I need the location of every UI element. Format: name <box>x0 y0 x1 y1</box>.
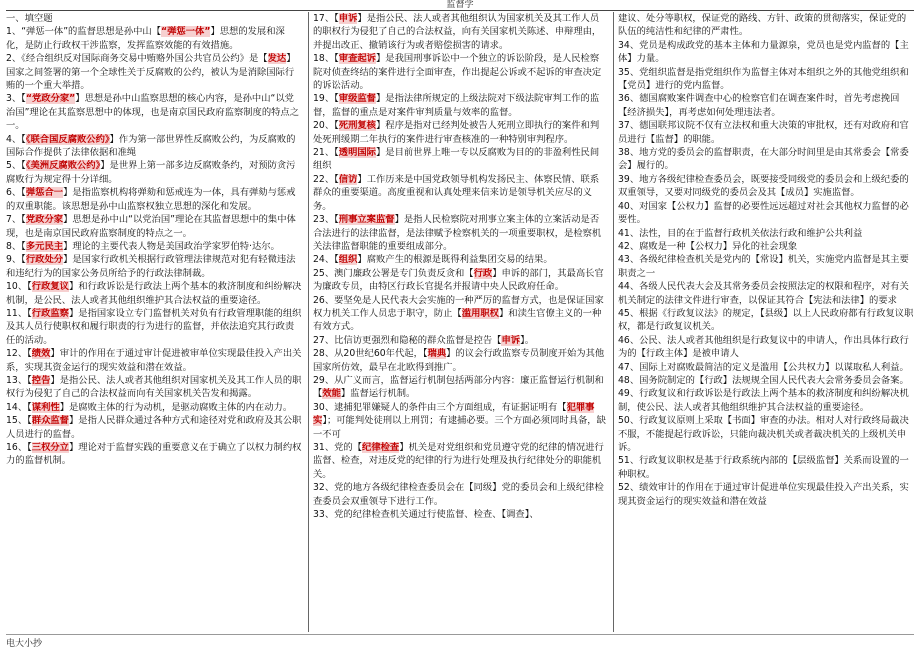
question-text: 42、腐败是一种【公权力】异化的社会现象 <box>618 240 798 252</box>
question-text: 44、各级人民代表大会及其常务委员会按照法定的权限和程序，对有关机关制定的法律文件进行审查，以保证其符合【宪法和法律】的要求 <box>618 281 909 306</box>
question-text: 31、党的【 <box>313 442 363 453</box>
question-item <box>313 12 607 52</box>
question-item <box>618 92 914 119</box>
question-text: 25、澳门廉政公署是专门负责反贪和【 <box>313 267 474 279</box>
question-text: 50、行政复议原则上采取【书面】审查的办法。相对人对行政终局裁决不服，不能提起行政诉讼，只能向裁决机关或者裁决机关的上级机关申诉。 <box>618 415 909 453</box>
question-item <box>313 294 607 334</box>
question-item <box>618 240 914 253</box>
question-item <box>618 146 914 173</box>
question-text: 20、【 <box>313 120 339 132</box>
answer-highlight: 透明国际 <box>338 147 376 159</box>
answer-highlight: 弹惩合一 <box>25 187 64 199</box>
question-text: 】。 <box>520 334 535 346</box>
question-text: 19、【 <box>313 93 339 105</box>
question-text: 32、党的地方各级纪律检查委员会在【同级】党的委员会和上级纪律检查委员会双重领导下进行工作。 <box>313 482 604 507</box>
column-2 <box>313 12 607 632</box>
question-item <box>313 334 607 347</box>
question-text: 】是指监察机构将弹劾和惩戒连为一体，具有弹劾与惩戒的双重职能。该思想是孙中山监察权独立思想的深化和发展。 <box>6 187 296 212</box>
question-text: 】是指人民群众通过各种方式和途径对党和政府及其公职人员进行的监督。 <box>6 415 302 440</box>
question-item <box>6 280 302 307</box>
question-text: 5、【 <box>6 160 26 172</box>
question-item <box>6 414 302 441</box>
question-text: 】作为第一部世界性反腐败公约，为反腐败的国际合作提供了法律依据和准绳 <box>6 133 296 159</box>
question-text: 6、【 <box>6 187 26 199</box>
answer-highlight: 《联合国反腐败公约》 <box>25 133 110 145</box>
question-text: 26、要坚免是人民代表大会实施的一种严厉的监督方式，也是保证国家权力机关工作人员忠于职守，防止【 <box>313 294 604 319</box>
question-text: 】思想是孙中山“以党治国”理论在其监督思想中的集中体现，也是南京国民政府监察制度的特点之一。 <box>6 214 296 239</box>
question-item <box>313 119 607 146</box>
answer-highlight: 申诉 <box>338 13 358 24</box>
question-item <box>618 12 914 39</box>
question-text: 36、德国腐败案件调查中心的检察官们在调查案件时，首先考虑挽回【经济损失】，再考虑如何处理违法者。 <box>618 93 900 118</box>
question-text: 45、根据《行政复议法》的规定，【县级】以上人民政府都有行政复议职权，都是行政复议机关。 <box>618 307 914 333</box>
question-text: 】是指法律所规定的上级法院对下级法院审判工作的监督，监督的重点是对案件审判质量与效率的监督。 <box>313 93 600 118</box>
answer-highlight: 审级监督 <box>338 93 376 105</box>
question-text: 14、【 <box>6 401 32 413</box>
question-item <box>618 414 914 454</box>
question-text: 】是腐败主体的行为动机，是驱动腐败主体的内在动力。 <box>59 401 293 413</box>
answer-highlight: 刑事立案监督 <box>338 214 395 226</box>
column-divider <box>613 12 614 632</box>
question-item <box>618 280 914 307</box>
question-text: 2、《经合组织反对国际商务交易中贿赂外国公共官员公约》是【 <box>6 53 268 65</box>
question-text: 1、“弹惩一体”的监督思想是孙中山【 <box>6 26 162 38</box>
question-item <box>6 253 302 280</box>
question-item <box>6 401 302 414</box>
question-text: 37、德国联邦议院不仅有立法权和重大决策的审批权，还有对政府和官员进行【监督】的职能。 <box>618 120 909 145</box>
question-text: 】；可能判处徒刑以上刑罚；有逮捕必要。三个方面必须同时具备，缺一不可 <box>313 415 606 440</box>
question-item <box>618 481 914 508</box>
question-item <box>313 253 607 266</box>
answer-highlight: 三权分立 <box>31 442 69 453</box>
question-text: 21、【 <box>313 147 339 159</box>
answer-highlight: 死刑复核 <box>338 120 376 132</box>
answer-highlight: 瑞典 <box>427 348 447 360</box>
question-text: 】思想的发展和深化，是防止行政权干涉监察，发挥监察效能的有效措施。 <box>6 26 285 51</box>
answer-highlight: 行政 <box>473 267 493 279</box>
answer-highlight: 绩效 <box>31 348 51 360</box>
column-1 <box>6 12 302 632</box>
answer-highlight: 群众监督 <box>31 415 69 427</box>
question-item <box>6 240 302 253</box>
question-item <box>313 481 607 508</box>
question-item <box>313 92 607 119</box>
question-text: 23、【 <box>313 214 339 226</box>
question-text: 】是世界上第一部多边反腐败条约，对预防贪污腐败行为规定得十分详细。 <box>6 160 296 185</box>
question-text: 】审计的作用在于通过审计促进被审单位实现最佳投入产出关系，实现其资金运行的现实效益和潜在效益。 <box>6 348 302 373</box>
question-text: 】和行政诉讼是行政法上两个基本的救济制度和纠纷解决机制，是公民、法人或者其他组织维护其合法权益的重要途径。 <box>6 281 302 306</box>
question-text: 】是我国刑事诉讼中一个独立的诉讼阶段，是人民检察院对侦查终结的案件进行全面审查，作出提起公诉或不起诉的审查决定的诉讼活动。 <box>313 53 602 92</box>
question-text: 】是目前世界上唯一专以反腐败为目的的非盈利性民间组织 <box>313 147 600 172</box>
answer-highlight: 犯罪事实 <box>313 401 595 427</box>
question-text: 7、【 <box>6 214 26 226</box>
page-footer: 电大小抄 <box>6 639 43 649</box>
answer-highlight: 多元民主 <box>25 240 64 252</box>
question-text: 49、行政复议和行政诉讼是行政法上两个基本的救济制度和纠纷解决机制，使公民、法人或者其他组织维护其合法权益的重要途径。 <box>618 388 909 413</box>
question-text: 】监督运行机制。 <box>340 388 416 400</box>
question-item <box>313 52 607 92</box>
answer-highlight: 信访 <box>338 173 358 185</box>
answer-highlight: 滥用职权 <box>461 307 499 319</box>
question-text: 35、党组织监督是指党组织作为监督主体对本组织之外的其他党组织和【党员】进行的党内监督。 <box>618 66 909 92</box>
question-text: 9、【 <box>6 254 26 266</box>
question-text: 34、党员是构成政党的基本主体和力量源泉，党员也是党内监督的【主体】力量。 <box>618 39 909 65</box>
question-text: 】工作历来是中国党政领导机构发扬民主、体察民情、联系群众的重要渠道。高度重视和认真处理来信来访是领导机关应尽的义务。 <box>313 173 600 212</box>
answer-highlight: 组织 <box>338 254 358 266</box>
question-item <box>618 66 914 93</box>
question-text: 51、行政复议职权是基于行政系统内部的【层级监督】关系而设置的一种职权。 <box>618 455 909 480</box>
question-item <box>618 200 914 227</box>
question-text: 30、逮捕犯罪嫌疑人的条件由三个方面组成，有证据证明有【 <box>313 401 567 413</box>
question-text: 一、填空题 <box>6 13 53 24</box>
question-item <box>6 186 302 213</box>
question-text: 】是指公民、法人或者其他组织对国家机关及其工作人员的职权行为侵犯了自己的合法权益而向有关国家机关告发和揭露。 <box>6 374 302 400</box>
question-item <box>6 347 302 374</box>
question-item <box>618 227 914 240</box>
question-item <box>6 374 302 401</box>
question-text: 46、公民、法人或者其他组织是行政复议中的申请人，作出具体行政行为的【行政主体】是被申请人 <box>618 334 909 360</box>
question-text: 40、对国家【公权力】监督的必要性远远超过对社会其他权力监督的必要性。 <box>618 200 909 226</box>
answer-highlight: 行政处分 <box>25 254 64 266</box>
question-text: 41、法性，目的在于监督行政机关依法行政和维护公共利益 <box>618 227 863 239</box>
question-item <box>313 401 607 441</box>
answer-highlight: 行政复议 <box>31 281 69 293</box>
question-item <box>618 119 914 146</box>
question-text: 】是指人民检察院对刑事立案主体的立案活动是否合法进行的法律监督，是法律赋予检察机关的一项重要职权，是检察机关法律监督职能的重要组成部分。 <box>313 214 602 252</box>
question-text: 】是国家行政机关根据行政管理法律规范对犯有轻微违法和违纪行为的国家公务员所给予的行政法律制裁。 <box>6 254 296 279</box>
question-text: 28、从20世纪60年代起，【 <box>313 348 428 360</box>
question-text: 22、【 <box>313 173 339 185</box>
footer-rule <box>6 634 914 635</box>
question-text: 52、绩效审计的作用在于通过审计促进单位实现最佳投入产出关系，实现其资金运行的现实效益和潜在效益 <box>618 482 909 507</box>
question-item <box>6 25 302 52</box>
question-text: 】机关是对党组织和党员遵守党的纪律的情况进行监督、检查，对违反党的纪律的行为进行处理及执行纪律处分的职能机关。 <box>313 442 604 480</box>
question-item <box>313 508 607 521</box>
answer-highlight: 发达 <box>267 53 287 65</box>
question-text: 43、各级纪律检查机关是党内的【常设】机关，实施党内监督是其主要职责之一 <box>618 254 909 279</box>
question-item <box>6 133 302 160</box>
question-item <box>618 454 914 481</box>
question-item <box>313 267 607 294</box>
question-text: 建议、处分等职权，保证党的路线、方针、政策的贯彻落实，保证党的队伍的纯洁性和纪律的严肃性。 <box>618 13 907 38</box>
question-item <box>618 334 914 361</box>
answer-highlight: 谋利性 <box>31 401 60 413</box>
question-text: 47、国际上对腐败最简洁的定义是滥用【公共权力】以谋取私人利益。 <box>618 361 909 373</box>
question-item <box>618 361 914 374</box>
question-item <box>618 253 914 280</box>
question-item <box>618 173 914 200</box>
question-item <box>6 52 302 92</box>
question-text: 】理论的主要代表人物是美国政治学家罗伯特·达尔。 <box>63 240 280 252</box>
question-item <box>6 307 302 347</box>
question-text: 4、【 <box>6 133 26 145</box>
answer-highlight: “党政分家” <box>25 93 76 105</box>
question-text: 】的议会行政监察专员制度开始为其他国家所仿效，最早在北欧得到推广。 <box>313 348 605 373</box>
question-text: 17、【 <box>313 13 339 24</box>
page-header: 监督学 <box>446 0 474 10</box>
answer-highlight: 审查起诉 <box>338 53 376 65</box>
question-text: 10、【 <box>6 281 32 293</box>
question-text: 3、【 <box>6 93 26 105</box>
answer-highlight: 纪律检查 <box>362 442 400 453</box>
answer-highlight: 《美洲反腐败公约》 <box>25 160 101 172</box>
question-text: 18、【 <box>313 53 339 65</box>
question-text: 】申诉的部门，其最高长官为廉政专员，由特区行政长官提名并报请中央人民政府任命。 <box>313 267 604 293</box>
question-text: 12、【 <box>6 348 32 360</box>
question-text: 8、【 <box>6 240 26 252</box>
question-item <box>313 146 607 173</box>
question-item <box>6 92 302 132</box>
question-text: 48、国务院制定的【行政】法规规全国人民代表大会常务委员会备案。 <box>618 374 909 386</box>
question-item <box>6 159 302 186</box>
question-item <box>6 12 302 25</box>
question-text: 16、【 <box>6 442 32 453</box>
header-rule <box>6 10 914 11</box>
question-item <box>313 213 607 253</box>
question-text: 】理论对于监督实践的重要意义在于确立了以权力制约权力的监督机制。 <box>6 442 302 467</box>
question-text: 24、【 <box>313 254 339 266</box>
question-item <box>313 347 607 374</box>
question-text: 】是指国家设立专门监督机关对负有行政管理职能的组织及其人员行使职权和履行职责的行为进行的监督，并依法追究其行政责任的活动。 <box>6 307 302 346</box>
question-text: 39、地方各级纪律检查委员会，既要接受同级党的委员会和上级纪委的双重领导，又要对同级党的委员会及其【成员】实施监督。 <box>618 173 909 199</box>
column-divider <box>308 12 309 632</box>
question-text: 】思想是孙中山监察思想的核心内容，是孙中山“以党治国”理论在其监察思想中的体现，也是南京国民政府监察制度的特点之一。 <box>6 93 300 132</box>
question-text: 11、【 <box>6 307 32 319</box>
answer-highlight: 控告 <box>31 374 51 386</box>
question-text: 27、比信访更强烈和隐秘的群众监督是控告【 <box>313 334 502 346</box>
answer-highlight: 效能 <box>322 388 341 400</box>
question-item <box>618 307 914 334</box>
question-item <box>618 39 914 66</box>
column-3 <box>618 12 914 632</box>
question-text: 15、【 <box>6 415 32 427</box>
question-item <box>313 173 607 213</box>
answer-highlight: “弹惩一体” <box>161 26 211 38</box>
answer-highlight: 行政监察 <box>31 307 69 319</box>
question-item <box>313 374 607 401</box>
question-text: 33、党的纪律检查机关通过行使监督、检查、【调查】、 <box>313 509 539 521</box>
question-text: 】程序是指对已经判处被告人死刑立即执行的案件和判处死刑缓期二年执行的案件进行审查核准的一种特别审判程序。 <box>313 120 600 145</box>
question-text: 】和渎生官僚主义的一种有效方式。 <box>313 307 602 333</box>
question-item <box>6 213 302 240</box>
question-text: 38、地方党的委员会的监督职责，在大部分时间里是由其常委会【常委会】履行的。 <box>618 147 909 172</box>
question-item <box>313 441 607 481</box>
question-text: 】腐败产生的根源是既得利益集团交易的结果。 <box>357 254 553 266</box>
question-text: 】国家之间签署的第一个全球性关于反腐败的公约，被认为是消除国际行贿的一个重大举措。 <box>6 53 296 92</box>
question-text: 29、从广义而言，监督运行机制包括两部分内容：廉正监督运行机制和【 <box>313 374 604 400</box>
question-item <box>618 387 914 414</box>
question-item <box>618 374 914 387</box>
question-text: 13、【 <box>6 374 32 386</box>
question-item <box>6 441 302 468</box>
answer-highlight: 申诉 <box>501 334 521 346</box>
question-text: 】是指公民、法人或者其他组织认为国家机关及其工作人员的职权行为侵犯了自己的合法权益，向有关国家机关陈述、申辩理由，并提出改正、撤销该行为或者赔偿损害的请求。 <box>313 13 602 51</box>
answer-highlight: 党政分家 <box>25 214 64 226</box>
